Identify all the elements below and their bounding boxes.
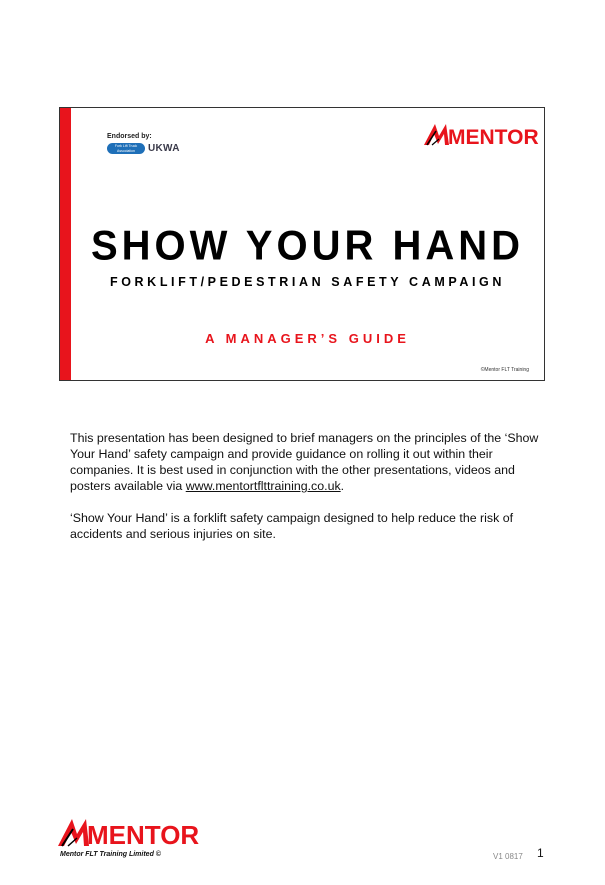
managers-guide-heading: A MANAGER’S GUIDE [205, 331, 410, 346]
mentor-logo-icon [422, 122, 539, 149]
flta-logo: Fork Lift Truck Association [107, 143, 145, 154]
endorsement-logos [107, 143, 180, 154]
title-slide [59, 107, 545, 381]
footer-company-name: Mentor FLT Training Limited © [60, 851, 161, 858]
red-side-bar [60, 108, 71, 380]
footer-mentor-logo [56, 817, 200, 852]
page-number: 1 [537, 846, 544, 860]
intro-text: This presentation has been designed to brief managers on the principles of the ‘Show Your Hand’ safety campaign and provide guidance on rolling it out within their companies. It is best used in conjunction with the other presentations, videos and posters available via [70, 431, 539, 493]
website-link[interactable]: www.mentortflttraining.co.uk [185, 479, 341, 493]
footer-mentor-logo-text: MENTOR [87, 820, 200, 850]
endorsement-block [107, 133, 180, 154]
intro-text-end: . [340, 479, 345, 493]
slide-copyright: ©Mentor FLT Training [480, 367, 529, 373]
body-text [70, 430, 540, 558]
mentor-logo [422, 122, 539, 151]
intro-paragraph [70, 430, 540, 494]
campaign-paragraph: ‘Show Your Hand’ is a forklift safety campaign designed to help reduce the risk of accidents and serious injuries on site. [70, 511, 514, 541]
slide-subtitle: FORKLIFT/PEDESTRIAN SAFETY CAMPAIGN [110, 275, 505, 289]
endorsed-label: Endorsed by: [107, 133, 152, 140]
version-label: V1 0817 [493, 852, 523, 861]
ukwa-logo: UKWA [148, 143, 180, 154]
slide-title: SHOW YOUR HAND [90, 222, 525, 270]
mentor-logo-text: MENTOR [448, 126, 539, 149]
footer-mentor-logo-icon [56, 817, 200, 850]
